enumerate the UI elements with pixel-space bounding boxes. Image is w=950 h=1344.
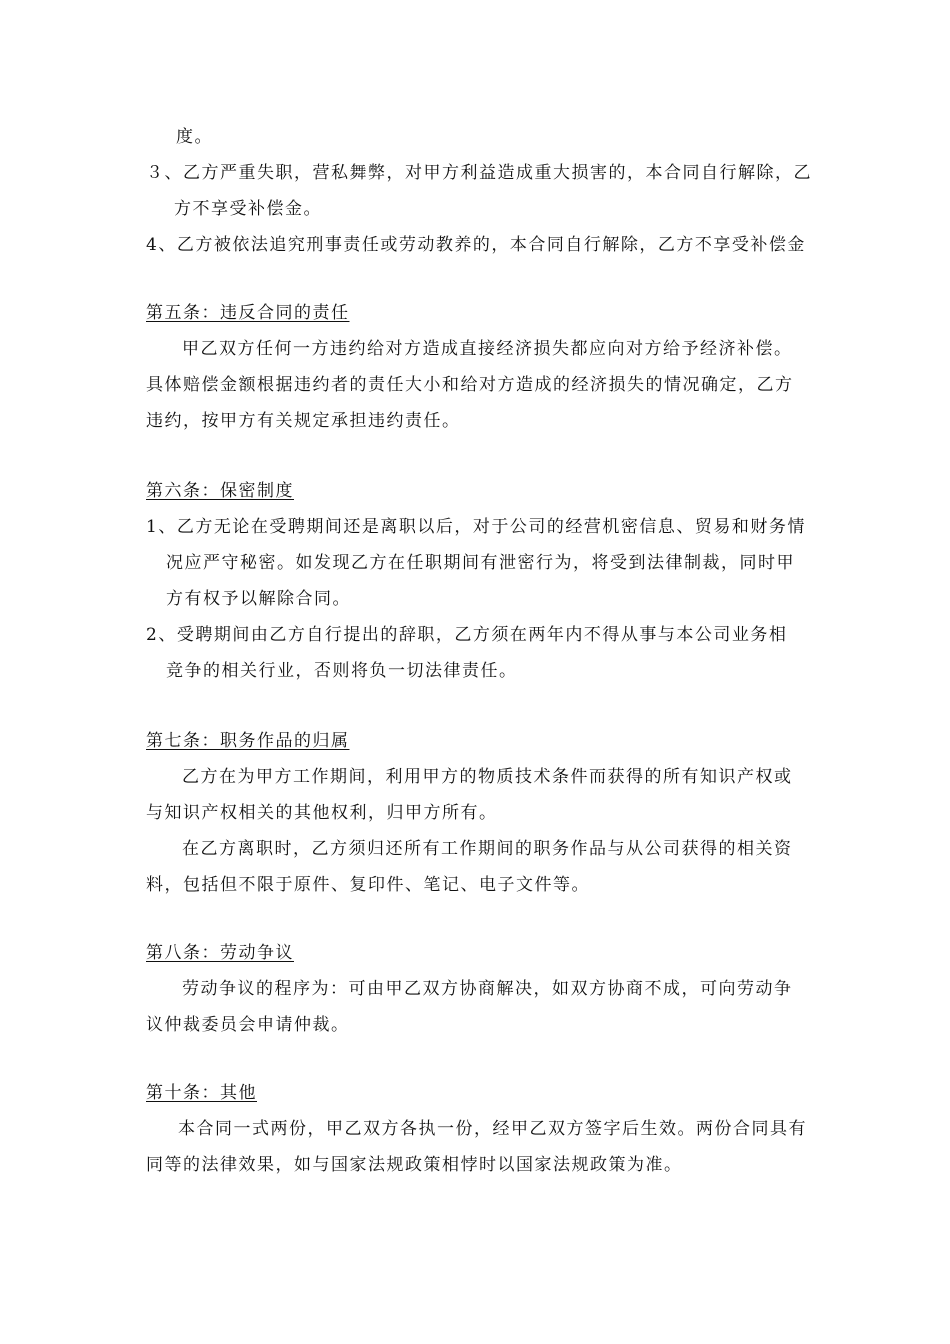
article-10-paragraph-line: 同等的法律效果，如与国家法规政策相悖时以国家法规政策为准。 [146, 1155, 683, 1175]
article-5-heading: 第五条：违反合同的责任 [146, 303, 350, 323]
article-6-heading: 第六条：保密制度 [146, 481, 294, 501]
article-6-item-2: 2、受聘期间由乙方自行提出的辞职，乙方须在两年内不得从事与本公司业务相 [146, 625, 788, 645]
article-6-item-1-continued: 况应严守秘密。如发现乙方在任职期间有泄密行为，将受到法律制裁，同时甲 [166, 553, 795, 573]
article-6-item-1: 1、乙方无论在受聘期间还是离职以后，对于公司的经营机密信息、贸易和财务情 [146, 517, 806, 537]
article-7-paragraph-2-line: 料，包括但不限于原件、复印件、笔记、电子文件等。 [146, 875, 590, 895]
article-7-paragraph-2: 在乙方离职时，乙方须归还所有工作期间的职务作品与从公司获得的相关资 [182, 839, 793, 859]
carryover-text: 度。 [176, 127, 213, 147]
article-8-paragraph: 劳动争议的程序为：可由甲乙双方协商解决，如双方协商不成，可向劳动争 [182, 979, 793, 999]
article-5-paragraph-line: 具体赔偿金额根据违约者的责任大小和给对方造成的经济损失的情况确定，乙方 [146, 375, 794, 395]
article-5-paragraph: 甲乙双方任何一方违约给对方造成直接经济损失都应向对方给予经济补偿。 [182, 339, 793, 359]
article-8-heading: 第八条：劳动争议 [146, 943, 294, 963]
article-10-paragraph: 本合同一式两份，甲乙双方各执一份，经甲乙双方签字后生效。两份合同具有 [178, 1119, 807, 1139]
article-7-paragraph-1-line: 与知识产权相关的其他权利，归甲方所有。 [146, 803, 498, 823]
article-5-paragraph-line: 违约，按甲方有关规定承担违约责任。 [146, 411, 461, 431]
clause-item-3-continued: 方不享受补偿金。 [174, 199, 322, 219]
article-6-item-2-continued: 竞争的相关行业，否则将负一切法律责任。 [166, 661, 518, 681]
clause-item-4: 4、乙方被依法追究刑事责任或劳动教养的，本合同自行解除，乙方不享受补偿金 [146, 235, 806, 255]
article-6-item-1-continued: 方有权予以解除合同。 [166, 589, 351, 609]
article-7-paragraph-1: 乙方在为甲方工作期间，利用甲方的物质技术条件而获得的所有知识产权或 [182, 767, 793, 787]
article-8-paragraph-line: 议仲裁委员会申请仲裁。 [146, 1015, 350, 1035]
clause-item-3: ３、乙方严重失职，营私舞弊，对甲方利益造成重大损害的，本合同自行解除，乙 [146, 163, 812, 183]
article-7-heading: 第七条：职务作品的归属 [146, 731, 350, 751]
article-10-heading: 第十条：其他 [146, 1083, 257, 1103]
